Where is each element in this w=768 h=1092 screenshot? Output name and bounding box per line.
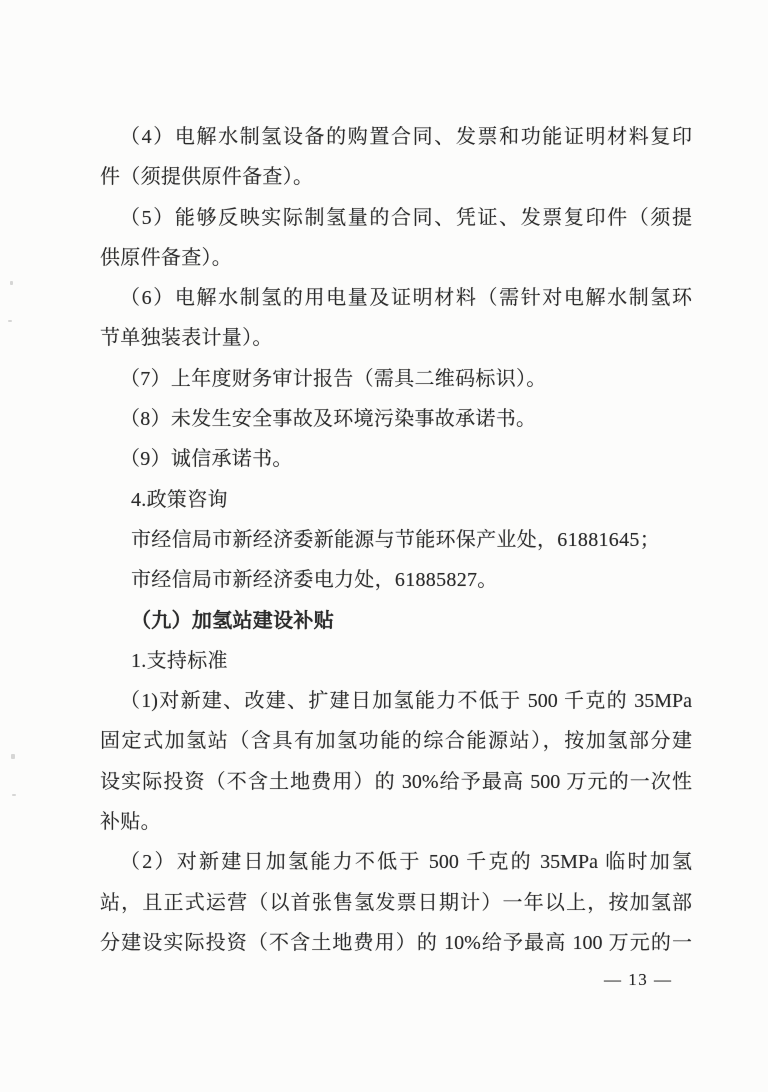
text-line: 供原件备查）。 [100, 246, 233, 269]
text-line: （7）上年度财务审计报告（需具二维码标识）。 [120, 367, 547, 390]
text-line: 4.政策咨询 [131, 488, 228, 511]
scan-speck [11, 754, 15, 759]
text-line: 分建设实际投资（不含土地费用）的 10%给予最高 100 万元的一 [100, 931, 692, 954]
text-line: 1.支持标准 [131, 649, 228, 672]
text-line: 设实际投资（不含土地费用）的 30%给予最高 500 万元的一次性 [100, 770, 692, 793]
text-line: 站，且正式运营（以首张售氢发票日期计）一年以上，按加氢部 [100, 891, 692, 914]
text-line: （1)对新建、改建、扩建日加氢能力不低于 500 千克的 35MPa [120, 690, 692, 713]
scan-speck [8, 320, 12, 322]
scan-speck [12, 794, 16, 796]
text-line: 节单独装表计量）。 [100, 327, 273, 350]
text-line: （5）能够反映实际制氢量的合同、凭证、发票复印件（须提 [120, 206, 692, 229]
text-line: （9）诚信承诺书。 [120, 448, 293, 471]
text-line: 件（须提供原件备查）。 [100, 166, 314, 189]
text-line: （8）未发生安全事故及环境污染事故承诺书。 [120, 408, 537, 431]
text-line: 补贴。 [100, 811, 161, 834]
document-body [100, 117, 692, 963]
text-line: （6）电解水制氢的用电量及证明材料（需针对电解水制氢环 [120, 287, 692, 310]
text-line: 市经信局市新经济委电力处，61885827。 [131, 569, 498, 592]
page-number: — 13 — [604, 970, 673, 989]
text-line: （2）对新建日加氢能力不低于 500 千克的 35MPa 临时加氢 [120, 851, 692, 874]
scan-speck [10, 281, 13, 285]
text-line: 市经信局市新经济委新能源与节能环保产业处，61881645； [131, 528, 660, 551]
text-line: 固定式加氢站（含具有加氢功能的综合能源站），按加氢部分建 [100, 730, 692, 753]
section-heading: （九）加氢站建设补贴 [131, 609, 334, 632]
text-line: （4）电解水制氢设备的购置合同、发票和功能证明材料复印 [120, 126, 692, 148]
